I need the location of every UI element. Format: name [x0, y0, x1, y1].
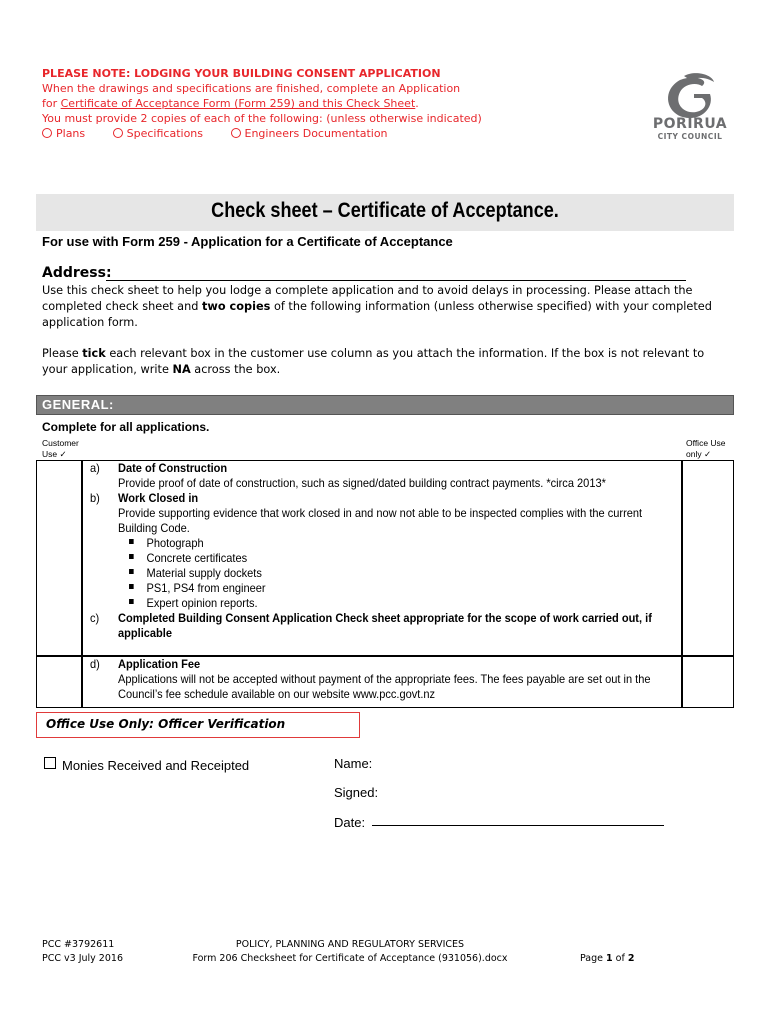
list-item [118, 581, 266, 596]
notice-line-2-prefix: for [42, 97, 61, 110]
lodging-notice [42, 66, 562, 141]
notice-line-2 [42, 96, 562, 111]
item-a-title [118, 461, 227, 476]
option-engineers-documentation [231, 127, 400, 140]
logo-name: PORIRUA [652, 116, 728, 132]
customer-use-line-1: Customer [42, 438, 79, 448]
date-label: Date: [334, 815, 366, 830]
notice-line-2-suffix: . [415, 97, 419, 110]
customer-use-box-d[interactable] [36, 656, 82, 708]
monies-checkbox[interactable] [44, 757, 56, 769]
circle-bullet-icon [42, 128, 52, 138]
footer-page-number [580, 952, 634, 966]
intro-p1-text-a: Use this check sheet to help you lodge a complete application and to avoid delays in processing. Please attach the completed check sheet and [42, 284, 693, 313]
option-engineers-label: Engineers Documentation [244, 127, 388, 140]
council-logo-text [640, 117, 740, 141]
customer-use-box-abc[interactable] [36, 460, 82, 656]
intro-p2-text-a: Please [42, 347, 83, 360]
office-use-header [686, 438, 726, 460]
bullet-material: Material supply dockets [146, 566, 262, 580]
item-c-letter: c) [90, 611, 100, 625]
item-b-bullet-list [118, 536, 266, 611]
page-total: 2 [627, 953, 635, 964]
notice-heading: PLEASE NOTE: LODGING YOUR BUILDING CONSENT APPLICATION [42, 67, 441, 80]
item-b-text: Provide supporting evidence that work closed in and now not able to be inspected complies with the current Building Code. [118, 506, 643, 535]
square-bullet-icon [129, 569, 134, 574]
item-a-text: Provide proof of date of construction, such as signed/dated building contract payments. *circa 2013* [118, 476, 606, 490]
complete-for-all: Complete for all applications. [42, 420, 210, 434]
circle-bullet-icon [231, 128, 241, 138]
item-b-letter: b) [90, 491, 100, 505]
name-label: Name: [334, 756, 373, 771]
address-label: Address: [42, 265, 112, 281]
footer-doc-number: PCC #3792611 [42, 939, 115, 950]
customer-use-line-2: Use ✓ [42, 449, 67, 459]
office-use-line-2: only ✓ [686, 449, 712, 459]
bullet-expert: Expert opinion reports. [146, 596, 258, 610]
form-259-link[interactable]: Certificate of Acceptance Form (Form 259) and this Check Sheet [60, 97, 416, 110]
date-field[interactable] [372, 825, 664, 826]
page-prefix: Page [580, 953, 607, 964]
bullet-photograph: Photograph [146, 536, 204, 550]
list-item [118, 551, 266, 566]
general-section-bar [36, 395, 734, 415]
notice-options [42, 126, 562, 141]
footer-department: POLICY, PLANNING AND REGULATORY SERVICES [235, 939, 465, 950]
office-use-box-d[interactable] [682, 656, 734, 708]
page-title: Check sheet – Certificate of Acceptance. [211, 199, 559, 222]
option-plans-label: Plans [56, 127, 86, 140]
intro-p2-text-c: across the box. [190, 363, 281, 376]
office-use-line-1: Office Use [686, 438, 726, 448]
option-specifications-label: Specifications [126, 127, 203, 140]
intro-p2-bold-na: NA [172, 363, 191, 376]
list-item [118, 536, 266, 551]
footer-center [185, 938, 515, 966]
square-bullet-icon [129, 539, 134, 544]
notice-line-3: You must provide 2 copies of each of the following: (unless otherwise indicated) [42, 112, 482, 125]
item-d-title [118, 657, 200, 672]
item-d-title-text: Application Fee [118, 657, 201, 671]
intro-paragraph-1 [42, 283, 732, 331]
intro-p2-text-b: each relevant box in the customer use column as you attach the information. If the box is not relevant to your application, write [42, 347, 705, 376]
intro-paragraph-2 [42, 346, 732, 378]
customer-use-header [42, 438, 79, 460]
list-item [118, 566, 266, 581]
footer-left [42, 938, 123, 966]
intro-p1-bold: two copies [202, 300, 271, 313]
officer-verification-heading: Office Use Only: Officer Verification [46, 717, 286, 731]
item-a-title-text: Date of Construction [118, 461, 228, 475]
office-use-box-abc[interactable] [682, 460, 734, 656]
intro-p1-text-b: of the following information (unless otherwise specified) with your completed application form. [42, 300, 712, 329]
option-plans [42, 127, 97, 140]
item-c-title [118, 611, 670, 641]
bullet-concrete: Concrete certificates [146, 551, 248, 565]
signed-label: Signed: [334, 785, 379, 800]
bullet-ps1: PS1, PS4 from engineer [146, 581, 266, 595]
notice-line-1: When the drawings and specifications are finished, complete an Application [42, 82, 461, 95]
intro-p2-bold-tick: tick [82, 347, 106, 360]
item-b-title-text: Work Closed in [118, 491, 199, 505]
footer-version: PCC v3 July 2016 [42, 953, 123, 964]
page-of: of [612, 953, 628, 964]
footer-filename: Form 206 Checksheet for Certificate of Acceptance (931056).docx [192, 953, 508, 964]
checklist-table [36, 460, 734, 708]
item-a-letter: a) [90, 461, 100, 475]
list-item [118, 596, 266, 611]
monies-label: Monies Received and Receipted [62, 758, 250, 773]
item-b-title [118, 491, 198, 506]
item-c-title-text: Completed Building Consent Application Check sheet appropriate for the scope of work carried out, if applicable [118, 611, 652, 640]
square-bullet-icon [129, 584, 134, 589]
address-field[interactable] [106, 280, 686, 281]
general-heading: GENERAL: [42, 397, 114, 412]
circle-bullet-icon [113, 128, 123, 138]
item-d-text: Applications will not be accepted without payment of the appropriate fees. The fees payable are set out in the Council’s fee schedule available on our website www.pcc.govt.nz [118, 672, 651, 701]
option-specifications [113, 127, 215, 140]
page-subtitle: For use with Form 259 - Application for a Certificate of Acceptance [42, 234, 453, 249]
square-bullet-icon [129, 599, 134, 604]
square-bullet-icon [129, 554, 134, 559]
item-d-letter: d) [90, 657, 100, 671]
page-current: 1 [606, 953, 613, 964]
logo-subname: CITY COUNCIL [657, 132, 723, 141]
